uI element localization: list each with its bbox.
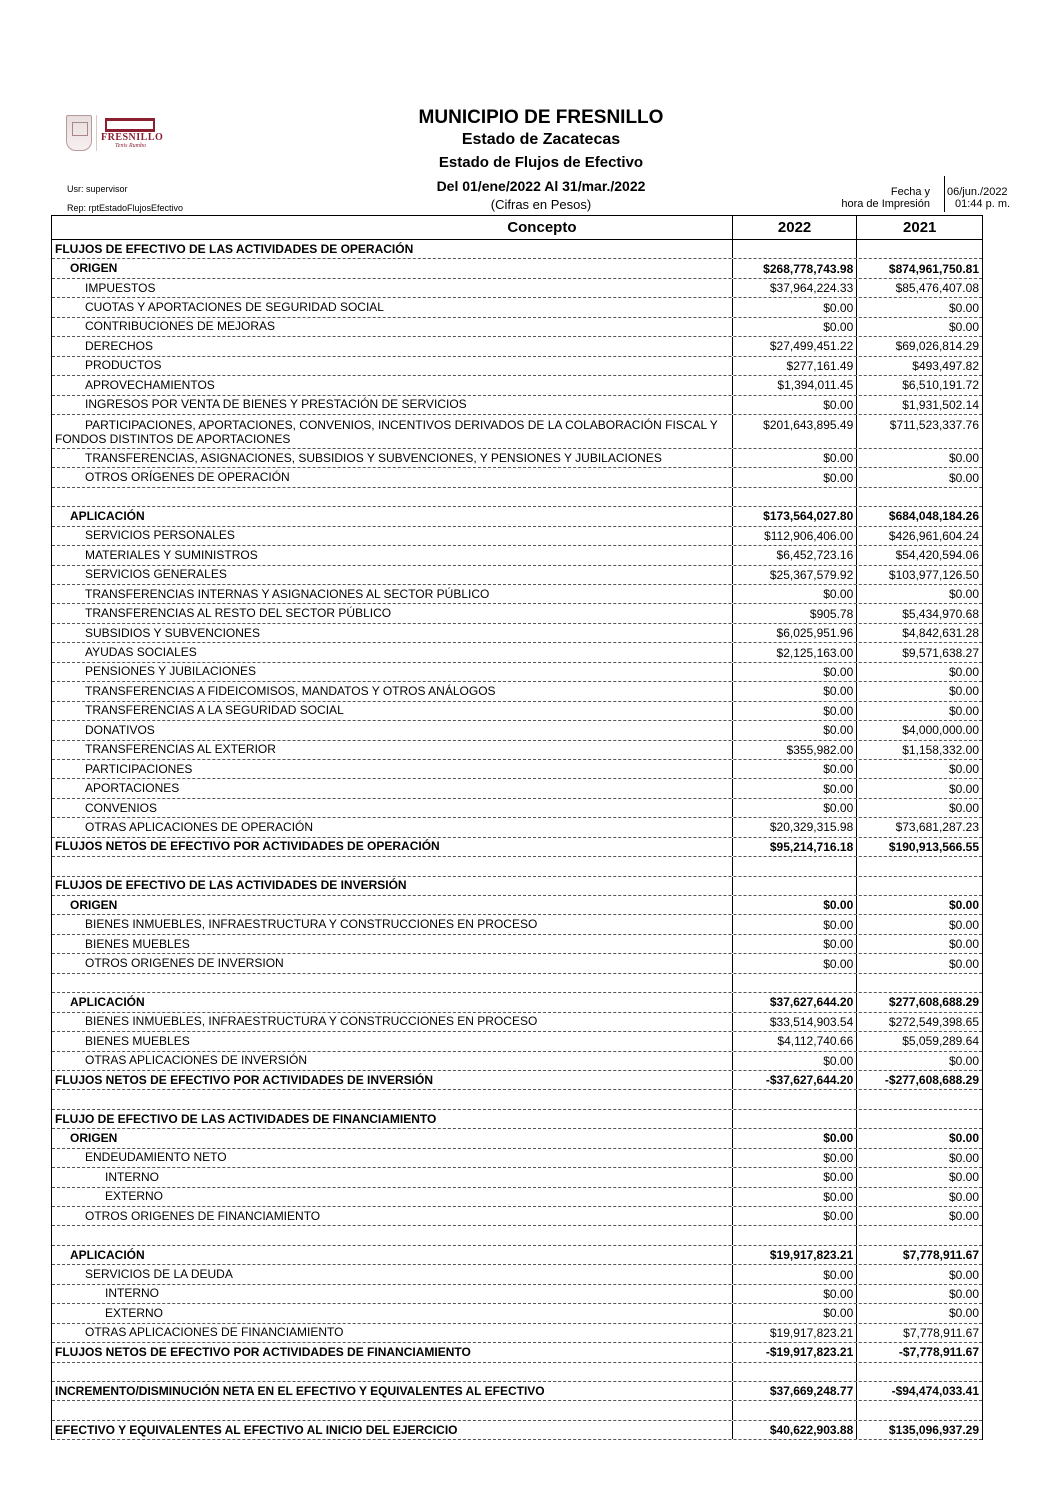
row-value-2021: $277,608,688.29 [856, 993, 982, 1011]
row-value-2022: $0.00 [732, 1285, 857, 1303]
row-concept: APLICACIÓN [70, 994, 145, 1009]
table-row [52, 240, 982, 259]
row-value-2021: $493,497.82 [856, 357, 982, 375]
row-value-2021: $0.00 [856, 1304, 982, 1322]
table-row [52, 415, 982, 449]
table-row [52, 1382, 982, 1401]
table-row [52, 259, 982, 278]
row-value-2022: $0.00 [732, 1188, 857, 1206]
row-value-2022: $0.00 [732, 799, 857, 817]
row-value-2021: $0.00 [856, 1052, 982, 1070]
row-concept: TRANSFERENCIAS INTERNAS Y ASIGNACIONES AL SECTOR PÚBLICO [85, 586, 490, 601]
row-value-2022: $0.00 [732, 1052, 857, 1070]
table-row [52, 449, 982, 468]
row-value-2022: $0.00 [732, 954, 857, 972]
table-row [52, 527, 982, 546]
table-row [52, 585, 982, 604]
table-row [52, 643, 982, 662]
row-value-2022: $0.00 [732, 682, 857, 700]
table-row [52, 799, 982, 818]
row-value-2021: $0.00 [856, 954, 982, 972]
table-row [52, 1013, 982, 1032]
table-row [52, 318, 982, 337]
row-value-2021: $5,434,970.68 [856, 604, 982, 622]
row-concept: OTRAS APLICACIONES DE OPERACIÓN [85, 819, 314, 834]
row-value-2021: $0.00 [856, 1207, 982, 1225]
column-header-concept: Concepto [507, 219, 577, 236]
row-value-2022: $6,452,723.16 [732, 546, 857, 564]
row-value-2022: $0.00 [732, 935, 857, 953]
row-concept: SERVICIOS GENERALES [85, 567, 227, 582]
municipality-logo [66, 113, 166, 153]
table-row [52, 741, 982, 760]
table-row [52, 857, 982, 876]
row-value-2022 [732, 488, 857, 506]
row-value-2021: $0.00 [856, 702, 982, 720]
row-value-2022: $905.78 [732, 604, 857, 622]
row-concept: TRANSFERENCIAS A FIDEICOMISOS, MANDATOS Y OTROS ANÁLOGOS [85, 683, 496, 698]
table-body [52, 240, 982, 1440]
row-value-2021: $0.00 [856, 1188, 982, 1206]
table-row [52, 604, 982, 623]
row-value-2022: $0.00 [732, 298, 857, 316]
row-value-2021: $190,913,566.55 [856, 838, 982, 856]
report-name: Estado de Flujos de Efectivo [438, 154, 644, 171]
table-row [52, 760, 982, 779]
table-row [52, 1226, 982, 1245]
row-concept: MATERIALES Y SUMINISTROS [85, 547, 258, 562]
row-concept: PENSIONES Y JUBILACIONES [85, 664, 256, 679]
row-value-2021 [856, 1110, 982, 1128]
row-value-2022: $0.00 [732, 1265, 857, 1283]
row-value-2021: $7,778,911.67 [856, 1246, 982, 1264]
row-value-2022: $112,906,406.00 [732, 527, 857, 545]
row-concept: EXTERNO [105, 1305, 164, 1320]
table-row [52, 1421, 982, 1440]
cash-flow-table [51, 215, 983, 1440]
row-value-2021 [856, 857, 982, 875]
row-value-2021 [856, 1401, 982, 1419]
row-value-2021: $5,059,289.64 [856, 1032, 982, 1050]
row-value-2022: $0.00 [732, 721, 857, 739]
print-datetime-divider [944, 176, 945, 212]
row-value-2022: $37,669,248.77 [732, 1382, 857, 1400]
row-value-2021: $0.00 [856, 663, 982, 681]
user-label: Usr: supervisor [67, 184, 128, 194]
table-row [52, 1090, 982, 1109]
row-value-2022: $33,514,903.54 [732, 1013, 857, 1031]
report-units: (Cifras en Pesos) [490, 197, 592, 212]
row-concept: SERVICIOS DE LA DEUDA [85, 1267, 233, 1282]
row-concept: EXTERNO [105, 1189, 164, 1204]
row-value-2021: $1,158,332.00 [856, 741, 982, 759]
row-value-2021: $0.00 [856, 760, 982, 778]
row-value-2022 [732, 1401, 857, 1419]
table-row [52, 1188, 982, 1207]
table-row [52, 1246, 982, 1265]
row-concept: SUBSIDIOS Y SUBVENCIONES [85, 625, 260, 640]
row-value-2022: $1,394,011.45 [732, 376, 857, 394]
table-row [52, 507, 982, 526]
row-value-2022: $201,643,895.49 [732, 415, 857, 448]
row-concept [52, 1401, 732, 1419]
row-value-2022: $0.00 [732, 760, 857, 778]
row-value-2022: $0.00 [732, 1168, 857, 1186]
print-label-line1: Fecha y [890, 186, 930, 198]
row-concept: SERVICIOS PERSONALES [85, 528, 235, 543]
row-concept: OTROS ORÍGENES DE OPERACIÓN [85, 470, 290, 485]
row-concept: FLUJOS NETOS DE EFECTIVO POR ACTIVIDADES DE OPERACIÓN [55, 839, 440, 854]
row-value-2022: $37,627,644.20 [732, 993, 857, 1011]
row-value-2021: $4,000,000.00 [856, 721, 982, 739]
table-row [52, 1032, 982, 1051]
row-concept: APLICACIÓN [70, 1247, 145, 1262]
table-row [52, 1324, 982, 1343]
row-concept: OTROS ORIGENES DE INVERSION [85, 956, 284, 971]
row-value-2021: $0.00 [856, 915, 982, 933]
row-value-2021: $6,510,191.72 [856, 376, 982, 394]
table-row [52, 1363, 982, 1382]
print-time: 01:44 p. m. [955, 198, 1011, 210]
row-concept: OTROS ORIGENES DE FINANCIAMIENTO [85, 1208, 321, 1223]
row-value-2021 [856, 488, 982, 506]
row-value-2021: $0.00 [856, 585, 982, 603]
table-row [52, 818, 982, 837]
table-row [52, 779, 982, 798]
logo-divider [96, 115, 97, 151]
row-value-2022: $0.00 [732, 468, 857, 486]
row-value-2022: $0.00 [732, 702, 857, 720]
row-value-2021: $0.00 [856, 449, 982, 467]
print-label-line2: hora de Impresión [841, 198, 930, 210]
table-row [52, 663, 982, 682]
row-value-2022: $0.00 [732, 1207, 857, 1225]
row-value-2021: $0.00 [856, 1265, 982, 1283]
row-value-2022: $173,564,027.80 [732, 507, 857, 525]
row-concept: FLUJOS NETOS DE EFECTIVO POR ACTIVIDADES DE INVERSIÓN [55, 1072, 434, 1087]
column-header-2022: 2022 [732, 216, 857, 239]
table-row [52, 298, 982, 317]
row-concept: APLICACIÓN [70, 508, 145, 523]
row-concept: TRANSFERENCIAS A LA SEGURIDAD SOCIAL [85, 703, 344, 718]
row-value-2022: $27,499,451.22 [732, 337, 857, 355]
row-concept: INTERNO [105, 1169, 159, 1184]
row-concept: TRANSFERENCIAS, ASIGNACIONES, SUBSIDIOS Y SUBVENCIONES, Y PENSIONES Y JUBILACIONES [85, 450, 662, 465]
row-value-2021: -$94,474,033.41 [856, 1382, 982, 1400]
row-value-2022: $19,917,823.21 [732, 1246, 857, 1264]
table-row [52, 1071, 982, 1090]
row-value-2022: $0.00 [732, 396, 857, 414]
table-row [52, 279, 982, 298]
row-value-2022: $0.00 [732, 449, 857, 467]
row-value-2021: -$277,608,688.29 [856, 1071, 982, 1089]
row-value-2022: $0.00 [732, 663, 857, 681]
row-concept: TRANSFERENCIAS AL EXTERIOR [85, 742, 276, 757]
report-id-label: Rep: rptEstadoFlujosEfectivo [67, 203, 184, 213]
row-value-2021 [856, 1090, 982, 1108]
row-value-2021: $54,420,594.06 [856, 546, 982, 564]
table-row [52, 721, 982, 740]
row-concept: APROVECHAMIENTOS [85, 377, 215, 392]
row-concept [52, 488, 732, 506]
report-period: Del 01/ene/2022 Al 31/mar./2022 [436, 178, 646, 194]
table-row [52, 993, 982, 1012]
row-value-2021: $69,026,814.29 [856, 337, 982, 355]
row-value-2022: -$19,917,823.21 [732, 1343, 857, 1361]
row-concept: BIENES MUEBLES [85, 936, 190, 951]
table-row [52, 1110, 982, 1129]
table-row [52, 1265, 982, 1284]
page-title: MUNICIPIO DE FRESNILLO [418, 107, 664, 128]
row-value-2021 [856, 240, 982, 258]
row-concept: BIENES INMUEBLES, INFRAESTRUCTURA Y CONSTRUCCIONES EN PROCESO [85, 1014, 538, 1029]
row-value-2022 [732, 974, 857, 992]
row-concept [52, 1363, 732, 1381]
row-value-2021: $0.00 [856, 1149, 982, 1167]
row-value-2021 [856, 877, 982, 895]
table-row [52, 954, 982, 973]
logo-brand [101, 118, 163, 149]
row-concept: FLUJO DE EFECTIVO DE LAS ACTIVIDADES DE FINANCIAMIENTO [55, 1111, 437, 1126]
row-concept: EFECTIVO Y EQUIVALENTES AL EFECTIVO AL INICIO DEL EJERCICIO [55, 1422, 458, 1437]
table-row [52, 566, 982, 585]
row-value-2022 [732, 1090, 857, 1108]
row-value-2022 [732, 877, 857, 895]
table-row [52, 974, 982, 993]
row-value-2021: $426,961,604.24 [856, 527, 982, 545]
table-row [52, 1149, 982, 1168]
building-icon [105, 118, 155, 132]
table-row [52, 546, 982, 565]
row-concept: APORTACIONES [85, 781, 180, 796]
row-value-2022: $25,367,579.92 [732, 566, 857, 584]
row-value-2022 [732, 240, 857, 258]
row-concept: OTRAS APLICACIONES DE INVERSIÓN [85, 1053, 308, 1068]
table-row [52, 838, 982, 857]
row-value-2022 [732, 857, 857, 875]
table-row [52, 488, 982, 507]
row-value-2022: $0.00 [732, 896, 857, 914]
row-concept: OTRAS APLICACIONES DE FINANCIAMIENTO [85, 1325, 344, 1340]
table-row [52, 915, 982, 934]
row-concept: ORIGEN [70, 261, 118, 276]
row-concept: BIENES INMUEBLES, INFRAESTRUCTURA Y CONSTRUCCIONES EN PROCESO [85, 917, 538, 932]
row-value-2022: $4,112,740.66 [732, 1032, 857, 1050]
row-value-2021: $684,048,184.26 [856, 507, 982, 525]
row-value-2022: $0.00 [732, 1304, 857, 1322]
row-value-2021: $711,523,337.76 [856, 415, 982, 448]
row-concept [52, 974, 732, 992]
row-concept: FLUJOS NETOS DE EFECTIVO POR ACTIVIDADES DE FINANCIAMIENTO [55, 1344, 471, 1359]
row-concept: PARTICIPACIONES, APORTACIONES, CONVENIOS, INCENTIVOS DERIVADOS DE LA COLABORACIÓN FISCAL Y FONDOS DISTINTOS DE APORTACIONES [55, 417, 718, 446]
row-concept: FLUJOS DE EFECTIVO DE LAS ACTIVIDADES DE OPERACIÓN [55, 241, 414, 256]
row-concept: FLUJOS DE EFECTIVO DE LAS ACTIVIDADES DE INVERSIÓN [55, 878, 407, 893]
table-row [52, 624, 982, 643]
row-value-2021: $7,778,911.67 [856, 1324, 982, 1342]
logo-name: FRESNILLO [101, 131, 164, 143]
table-row [52, 702, 982, 721]
row-value-2022: -$37,627,644.20 [732, 1071, 857, 1089]
table-row [52, 896, 982, 915]
row-concept: TRANSFERENCIAS AL RESTO DEL SECTOR PÚBLICO [85, 606, 392, 621]
row-value-2021: $0.00 [856, 318, 982, 336]
table-row [52, 1052, 982, 1071]
table-row [52, 1285, 982, 1304]
logo-tagline: Tenis Rumbo [115, 142, 146, 149]
row-value-2021: $874,961,750.81 [856, 259, 982, 277]
row-concept: AYUDAS SOCIALES [85, 645, 197, 660]
row-value-2021: $85,476,407.08 [856, 279, 982, 297]
row-value-2022: $37,964,224.33 [732, 279, 857, 297]
table-row [52, 1129, 982, 1148]
row-value-2022 [732, 1110, 857, 1128]
row-value-2022: $2,125,163.00 [732, 643, 857, 661]
row-value-2022 [732, 1226, 857, 1244]
row-value-2021: $4,842,631.28 [856, 624, 982, 642]
state-subtitle: Estado de Zacatecas [461, 131, 621, 148]
row-value-2021: -$7,778,911.67 [856, 1343, 982, 1361]
table-row [52, 877, 982, 896]
column-header-2021: 2021 [856, 216, 982, 239]
row-value-2021: $272,549,398.65 [856, 1013, 982, 1031]
row-value-2022: $0.00 [732, 318, 857, 336]
row-value-2022: $6,025,951.96 [732, 624, 857, 642]
row-concept [52, 857, 732, 875]
row-value-2021: $0.00 [856, 1285, 982, 1303]
row-value-2021: $0.00 [856, 935, 982, 953]
row-value-2021: $0.00 [856, 896, 982, 914]
table-row [52, 468, 982, 487]
row-concept: PARTICIPACIONES [85, 761, 193, 776]
row-value-2021: $1,931,502.14 [856, 396, 982, 414]
row-value-2022: $0.00 [732, 1129, 857, 1147]
table-row [52, 682, 982, 701]
row-concept: PRODUCTOS [85, 358, 162, 373]
row-value-2021 [856, 1363, 982, 1381]
row-concept: DONATIVOS [85, 722, 155, 737]
row-value-2021: $0.00 [856, 1129, 982, 1147]
table-row [52, 357, 982, 376]
table-row [52, 1401, 982, 1420]
row-value-2022: $0.00 [732, 779, 857, 797]
row-concept: DERECHOS [85, 338, 154, 353]
table-row [52, 1207, 982, 1226]
row-concept: INCREMENTO/DISMINUCIÓN NETA EN EL EFECTIVO Y EQUIVALENTES AL EFECTIVO [55, 1383, 545, 1398]
table-row [52, 935, 982, 954]
row-value-2021: $0.00 [856, 468, 982, 486]
row-value-2021: $103,977,126.50 [856, 566, 982, 584]
row-concept: IMPUESTOS [85, 280, 156, 295]
row-value-2021: $0.00 [856, 682, 982, 700]
row-concept: BIENES MUEBLES [85, 1033, 190, 1048]
table-row [52, 337, 982, 356]
table-row [52, 1304, 982, 1323]
row-concept: ORIGEN [70, 897, 118, 912]
table-row [52, 1343, 982, 1362]
row-value-2021 [856, 974, 982, 992]
row-concept: INGRESOS POR VENTA DE BIENES Y PRESTACIÓN DE SERVICIOS [85, 397, 467, 412]
table-row [52, 396, 982, 415]
row-concept: ORIGEN [70, 1130, 118, 1145]
table-row [52, 376, 982, 395]
row-value-2021: $135,096,937.29 [856, 1421, 982, 1439]
row-value-2022: $20,329,315.98 [732, 818, 857, 836]
row-value-2021: $0.00 [856, 779, 982, 797]
row-value-2021: $0.00 [856, 1168, 982, 1186]
row-value-2022 [732, 1363, 857, 1381]
row-value-2022: $277,161.49 [732, 357, 857, 375]
row-value-2022: $95,214,716.18 [732, 838, 857, 856]
row-value-2022: $0.00 [732, 585, 857, 603]
row-concept: CONVENIOS [85, 800, 158, 815]
row-value-2021: $73,681,287.23 [856, 818, 982, 836]
row-value-2022: $0.00 [732, 915, 857, 933]
coat-of-arms-icon [66, 115, 92, 151]
print-datetime-value [947, 186, 1010, 210]
print-date: 06/jun./2022 [947, 186, 1008, 198]
row-value-2022: $355,982.00 [732, 741, 857, 759]
row-concept [52, 1226, 732, 1244]
row-value-2021: $9,571,638.27 [856, 643, 982, 661]
row-value-2022: $19,917,823.21 [732, 1324, 857, 1342]
row-value-2022: $40,622,903.88 [732, 1421, 857, 1439]
row-value-2021: $0.00 [856, 799, 982, 817]
row-value-2021 [856, 1226, 982, 1244]
row-value-2021: $0.00 [856, 298, 982, 316]
row-concept: INTERNO [105, 1286, 159, 1301]
table-header-row [52, 216, 982, 240]
row-value-2022: $268,778,743.98 [732, 259, 857, 277]
print-datetime-label [820, 186, 930, 210]
table-row [52, 1168, 982, 1187]
row-concept: CUOTAS Y APORTACIONES DE SEGURIDAD SOCIAL [85, 300, 384, 315]
row-concept: ENDEUDAMIENTO NETO [85, 1150, 227, 1165]
row-concept [52, 1090, 732, 1108]
row-value-2022: $0.00 [732, 1149, 857, 1167]
row-concept: CONTRIBUCIONES DE MEJORAS [85, 319, 276, 334]
